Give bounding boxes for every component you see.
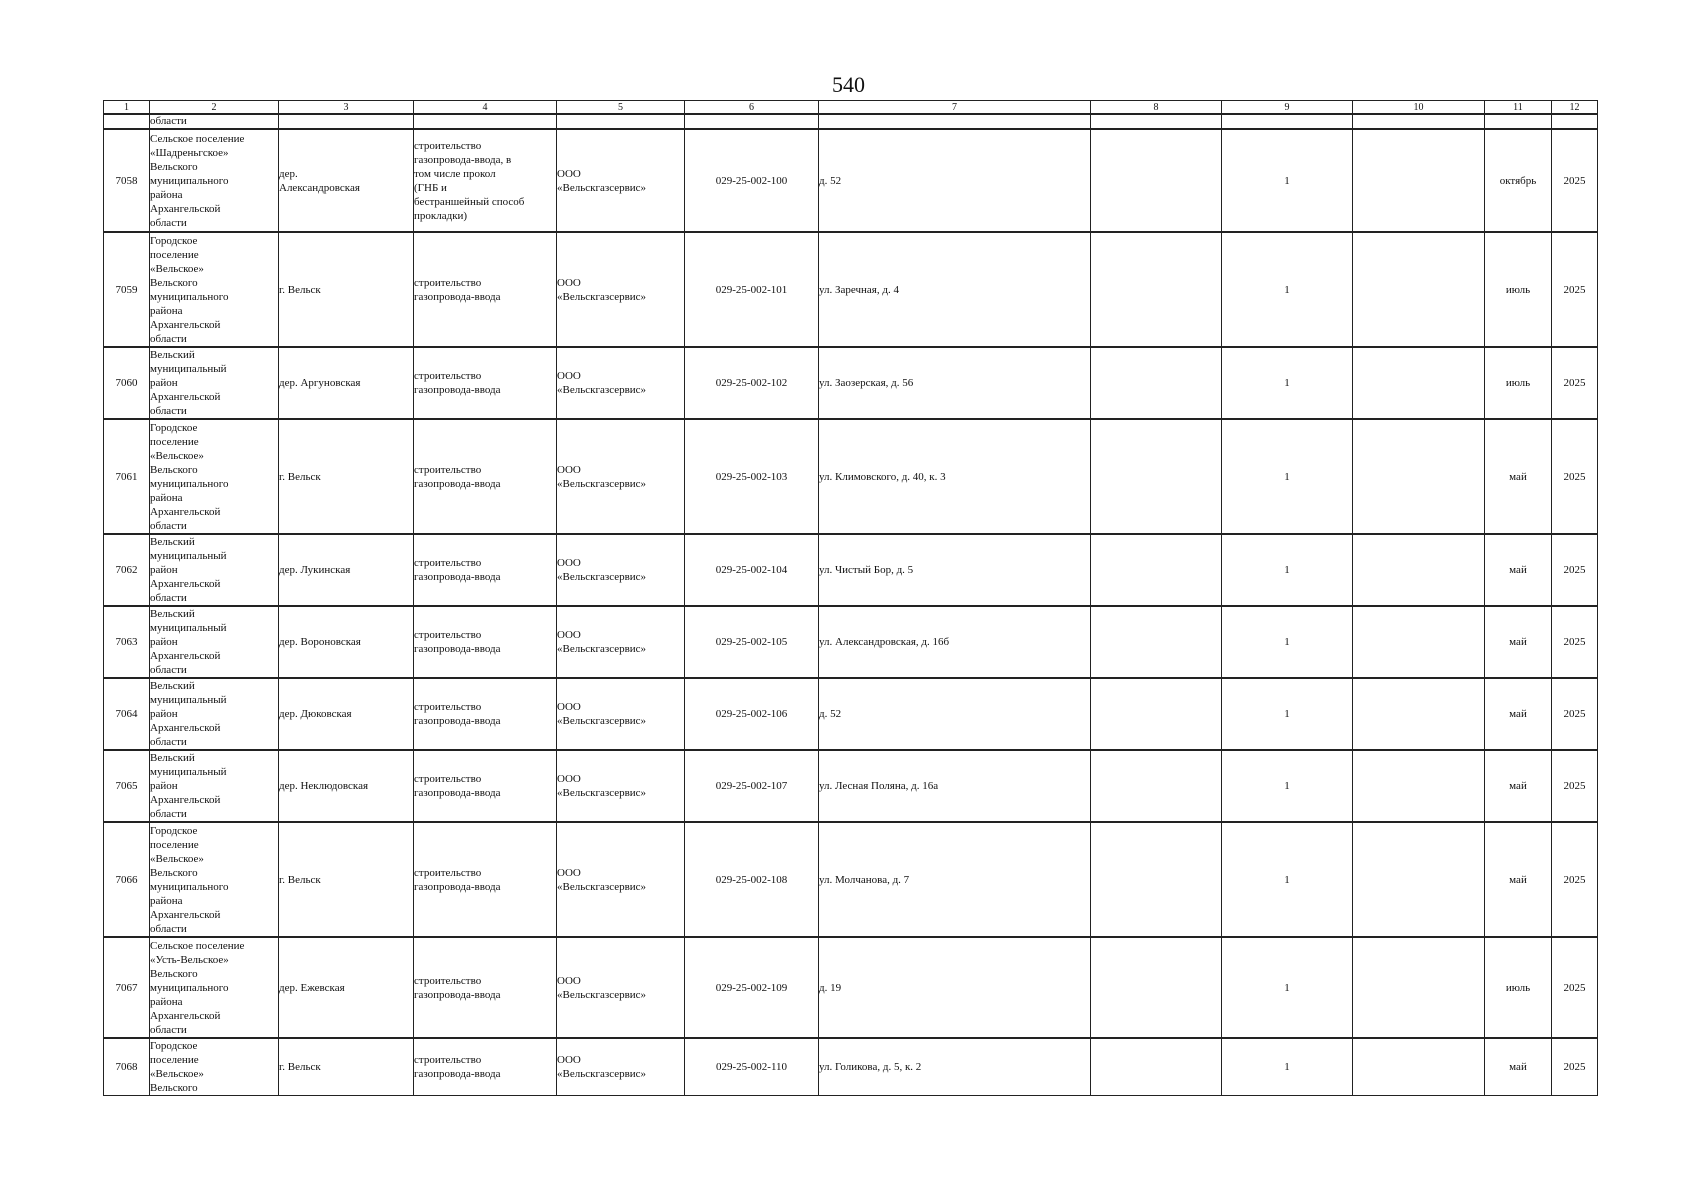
object-code-cell: 029-25-002-101 xyxy=(685,232,819,347)
count-cell: 1 xyxy=(1222,232,1353,347)
column-header: 3 xyxy=(279,101,414,115)
month-cell: июль xyxy=(1485,347,1552,419)
organization-cell: ООО «Вельскгазсервис» xyxy=(557,937,685,1038)
municipality-cell: Городское поселение «Вельское» Вельского муниципального района Архангельской области xyxy=(150,822,279,937)
column-10-cell xyxy=(1353,232,1485,347)
column-10-cell xyxy=(1353,129,1485,232)
table-row xyxy=(104,822,1598,937)
address-cell: ул. Голикова, д. 5, к. 2 xyxy=(819,1038,1091,1096)
municipality-cell: Вельский муниципальный район Архангельской области xyxy=(150,534,279,606)
column-10-cell xyxy=(1353,347,1485,419)
year-cell: 2025 xyxy=(1552,419,1598,534)
column-10-cell xyxy=(1353,822,1485,937)
count-cell: 1 xyxy=(1222,347,1353,419)
table-row xyxy=(104,419,1598,534)
year-cell: 2025 xyxy=(1552,1038,1598,1096)
work-type-cell: строительство газопровода-ввода xyxy=(414,347,557,419)
month-cell: октябрь xyxy=(1485,129,1552,232)
year-cell: 2025 xyxy=(1552,937,1598,1038)
year-cell: 2025 xyxy=(1552,750,1598,822)
year-cell: 2025 xyxy=(1552,678,1598,750)
column-header: 12 xyxy=(1552,101,1598,115)
locality-cell: дер. Дюковская xyxy=(279,678,414,750)
column-10-cell xyxy=(1353,419,1485,534)
object-code-cell: 029-25-002-103 xyxy=(685,419,819,534)
organization-cell: ООО «Вельскгазсервис» xyxy=(557,232,685,347)
column-8-cell xyxy=(1091,937,1222,1038)
column-10-cell xyxy=(1353,750,1485,822)
organization-cell: ООО «Вельскгазсервис» xyxy=(557,419,685,534)
locality-cell: г. Вельск xyxy=(279,232,414,347)
record-number-cell: 7065 xyxy=(104,750,150,822)
month-cell: май xyxy=(1485,1038,1552,1096)
column-8-cell xyxy=(1091,534,1222,606)
record-number-cell: 7064 xyxy=(104,678,150,750)
organization-cell: ООО «Вельскгазсервис» xyxy=(557,822,685,937)
column-8-cell xyxy=(1091,232,1222,347)
object-code-cell: 029-25-002-102 xyxy=(685,347,819,419)
month-cell: май xyxy=(1485,419,1552,534)
work-type-cell: строительство газопровода-ввода, в том числе прокол (ГНБ и бестраншейный способ прокладки) xyxy=(414,129,557,232)
address-cell: ул. Заозерская, д. 56 xyxy=(819,347,1091,419)
column-10-cell xyxy=(1353,678,1485,750)
count-cell: 1 xyxy=(1222,606,1353,678)
table-row xyxy=(104,534,1598,606)
table-row xyxy=(104,129,1598,232)
work-type-cell: строительство газопровода-ввода xyxy=(414,232,557,347)
year-cell: 2025 xyxy=(1552,232,1598,347)
column-10-cell xyxy=(1353,1038,1485,1096)
municipality-cell: Вельский муниципальный район Архангельской области xyxy=(150,678,279,750)
municipality-cell: Сельское поселение «Усть-Вельское» Вельского муниципального района Архангельской области xyxy=(150,937,279,1038)
column-header: 2 xyxy=(150,101,279,115)
month-cell: июль xyxy=(1485,937,1552,1038)
work-type-cell: строительство газопровода-ввода xyxy=(414,1038,557,1096)
column-8-cell xyxy=(1091,347,1222,419)
object-code-cell: 029-25-002-110 xyxy=(685,1038,819,1096)
continuation-row xyxy=(104,114,1598,129)
record-number-cell: 7059 xyxy=(104,232,150,347)
column-header: 7 xyxy=(819,101,1091,115)
column-header: 4 xyxy=(414,101,557,115)
municipality-cell: Сельское поселение «Шадреньгское» Вельского муниципального района Архангельской области xyxy=(150,129,279,232)
gasification-register-table xyxy=(103,100,1598,1096)
count-cell: 1 xyxy=(1222,419,1353,534)
municipality-cell: Вельский муниципальный район Архангельской области xyxy=(150,347,279,419)
column-number-header-row xyxy=(104,101,1598,115)
record-number-cell: 7063 xyxy=(104,606,150,678)
month-cell: май xyxy=(1485,678,1552,750)
organization-cell: ООО «Вельскгазсервис» xyxy=(557,534,685,606)
record-number-cell: 7067 xyxy=(104,937,150,1038)
month-cell: май xyxy=(1485,822,1552,937)
count-cell: 1 xyxy=(1222,750,1353,822)
municipality-cell: области xyxy=(150,114,279,129)
municipality-cell: Городское поселение «Вельское» Вельского xyxy=(150,1038,279,1096)
locality-cell: г. Вельск xyxy=(279,419,414,534)
column-header: 6 xyxy=(685,101,819,115)
column-8-cell xyxy=(1091,606,1222,678)
year-cell: 2025 xyxy=(1552,534,1598,606)
address-cell: ул. Лесная Поляна, д. 16а xyxy=(819,750,1091,822)
locality-cell: дер. Ежевская xyxy=(279,937,414,1038)
organization-cell: ООО «Вельскгазсервис» xyxy=(557,606,685,678)
page-number: 540 xyxy=(832,72,865,97)
count-cell: 1 xyxy=(1222,534,1353,606)
count-cell: 1 xyxy=(1222,822,1353,937)
municipality-cell: Городское поселение «Вельское» Вельского муниципального района Архангельской области xyxy=(150,419,279,534)
record-number-cell: 7068 xyxy=(104,1038,150,1096)
column-10-cell xyxy=(1353,534,1485,606)
organization-cell: ООО «Вельскгазсервис» xyxy=(557,750,685,822)
object-code-cell: 029-25-002-108 xyxy=(685,822,819,937)
table-row xyxy=(104,1038,1598,1096)
column-header: 8 xyxy=(1091,101,1222,115)
count-cell: 1 xyxy=(1222,678,1353,750)
object-code-cell: 029-25-002-107 xyxy=(685,750,819,822)
month-cell: май xyxy=(1485,606,1552,678)
column-header: 11 xyxy=(1485,101,1552,115)
column-header: 9 xyxy=(1222,101,1353,115)
column-8-cell xyxy=(1091,1038,1222,1096)
column-10-cell xyxy=(1353,937,1485,1038)
organization-cell: ООО «Вельскгазсервис» xyxy=(557,129,685,232)
work-type-cell: строительство газопровода-ввода xyxy=(414,534,557,606)
column-8-cell xyxy=(1091,750,1222,822)
column-10-cell xyxy=(1353,606,1485,678)
column-8-cell xyxy=(1091,678,1222,750)
table-row xyxy=(104,606,1598,678)
municipality-cell: Вельский муниципальный район Архангельской области xyxy=(150,606,279,678)
count-cell: 1 xyxy=(1222,1038,1353,1096)
table-row xyxy=(104,347,1598,419)
year-cell: 2025 xyxy=(1552,606,1598,678)
object-code-cell: 029-25-002-106 xyxy=(685,678,819,750)
work-type-cell: строительство газопровода-ввода xyxy=(414,822,557,937)
address-cell: ул. Молчанова, д. 7 xyxy=(819,822,1091,937)
locality-cell: г. Вельск xyxy=(279,822,414,937)
record-number-cell: 7061 xyxy=(104,419,150,534)
table-row xyxy=(104,678,1598,750)
column-8-cell xyxy=(1091,822,1222,937)
address-cell: ул. Чистый Бор, д. 5 xyxy=(819,534,1091,606)
organization-cell: ООО «Вельскгазсервис» xyxy=(557,1038,685,1096)
column-header: 5 xyxy=(557,101,685,115)
work-type-cell: строительство газопровода-ввода xyxy=(414,419,557,534)
locality-cell: дер. Неклюдовская xyxy=(279,750,414,822)
work-type-cell: строительство газопровода-ввода xyxy=(414,937,557,1038)
work-type-cell: строительство газопровода-ввода xyxy=(414,678,557,750)
object-code-cell: 029-25-002-109 xyxy=(685,937,819,1038)
object-code-cell: 029-25-002-104 xyxy=(685,534,819,606)
locality-cell: дер. Аргуновская xyxy=(279,347,414,419)
municipality-cell: Вельский муниципальный район Архангельской области xyxy=(150,750,279,822)
address-cell: ул. Александровская, д. 16б xyxy=(819,606,1091,678)
year-cell: 2025 xyxy=(1552,129,1598,232)
table-row xyxy=(104,937,1598,1038)
address-cell: ул. Заречная, д. 4 xyxy=(819,232,1091,347)
address-cell: д. 52 xyxy=(819,129,1091,232)
object-code-cell: 029-25-002-105 xyxy=(685,606,819,678)
address-cell: д. 19 xyxy=(819,937,1091,1038)
address-cell: ул. Климовского, д. 40, к. 3 xyxy=(819,419,1091,534)
municipality-cell: Городское поселение «Вельское» Вельского муниципального района Архангельской области xyxy=(150,232,279,347)
record-number-cell: 7062 xyxy=(104,534,150,606)
object-code-cell: 029-25-002-100 xyxy=(685,129,819,232)
record-number-cell: 7058 xyxy=(104,129,150,232)
record-number-cell: 7060 xyxy=(104,347,150,419)
locality-cell: г. Вельск xyxy=(279,1038,414,1096)
table-row xyxy=(104,750,1598,822)
work-type-cell: строительство газопровода-ввода xyxy=(414,606,557,678)
locality-cell: дер. Лукинская xyxy=(279,534,414,606)
work-type-cell: строительство газопровода-ввода xyxy=(414,750,557,822)
month-cell: июль xyxy=(1485,232,1552,347)
locality-cell: дер. Вороновская xyxy=(279,606,414,678)
column-header: 10 xyxy=(1353,101,1485,115)
record-number-cell: 7066 xyxy=(104,822,150,937)
table-row xyxy=(104,232,1598,347)
organization-cell: ООО «Вельскгазсервис» xyxy=(557,347,685,419)
column-header: 1 xyxy=(104,101,150,115)
year-cell: 2025 xyxy=(1552,822,1598,937)
column-8-cell xyxy=(1091,129,1222,232)
month-cell: май xyxy=(1485,534,1552,606)
count-cell: 1 xyxy=(1222,937,1353,1038)
organization-cell: ООО «Вельскгазсервис» xyxy=(557,678,685,750)
year-cell: 2025 xyxy=(1552,347,1598,419)
month-cell: май xyxy=(1485,750,1552,822)
locality-cell: дер. Александровская xyxy=(279,129,414,232)
address-cell: д. 52 xyxy=(819,678,1091,750)
column-8-cell xyxy=(1091,419,1222,534)
count-cell: 1 xyxy=(1222,129,1353,232)
